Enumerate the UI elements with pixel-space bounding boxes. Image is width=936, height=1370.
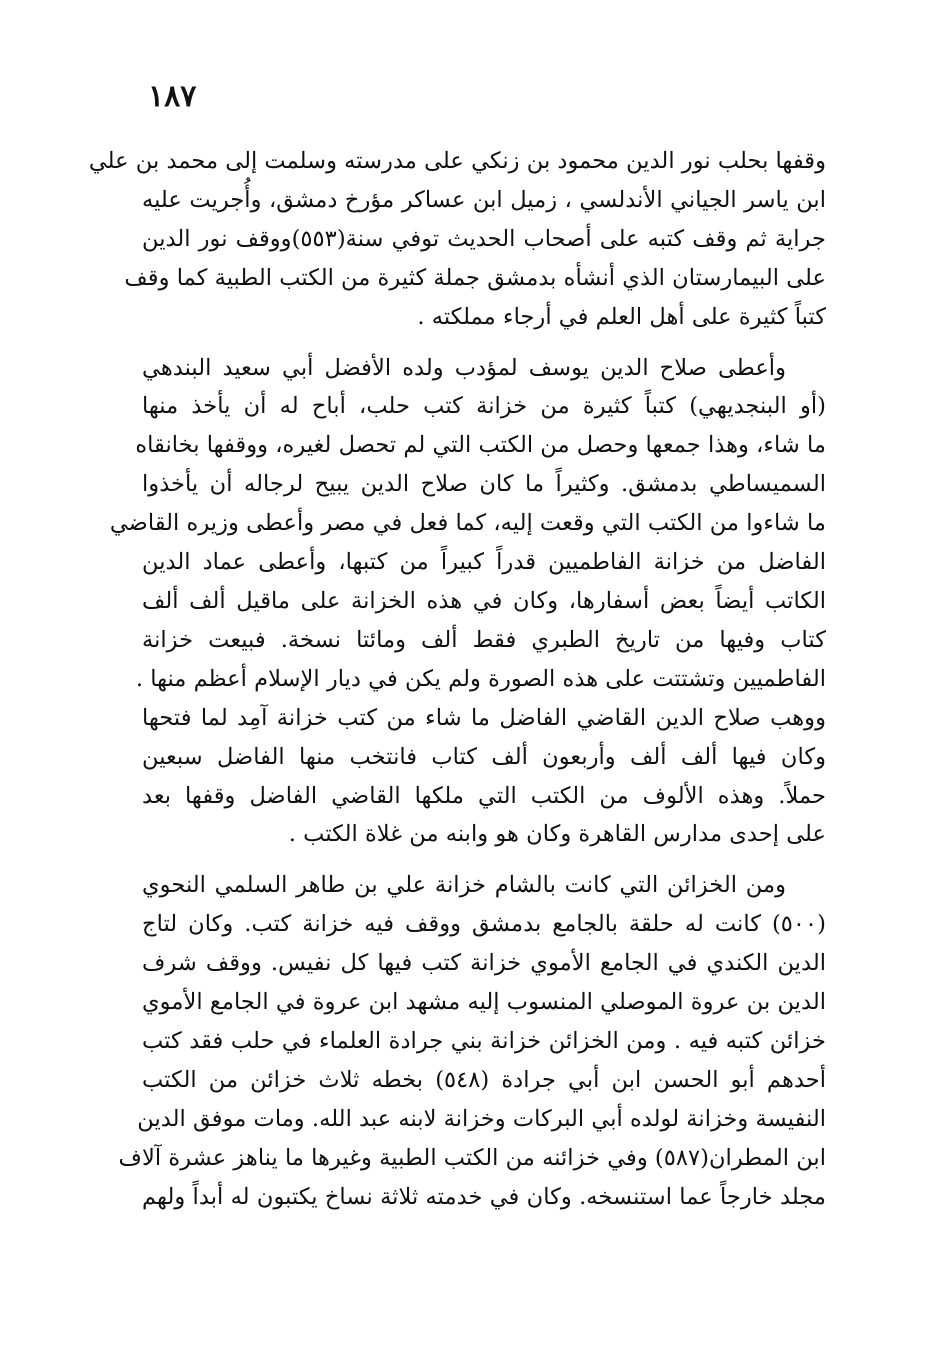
text-line: الدين بن عروة الموصلي المنسوب إليه مشهد ابن عروة في الجامع الأموي: [142, 989, 826, 1016]
paragraph-2: [109, 349, 826, 855]
text-line: ما شاءوا من الكتب التي وقعت إليه، كما فعل في مصر وأعطى وزيره القاضي: [109, 510, 826, 537]
text-line: على البيمارستان الذي أنشأه بدمشق جملة كثيرة من الكتب الطبية كما وقف: [124, 264, 826, 291]
page-number: ١٨٧: [148, 79, 197, 114]
text-line: (أو البنجديهي) كتباً كثيرة من خزانة كتب حلب، أباح له أن يأخذ منها: [142, 393, 826, 420]
text-line: وقفها بحلب نور الدين محمود بن زنكي على مدرسته وسلمت إلى محمد بن علي: [88, 148, 826, 174]
text-line: على إحدى مدارس القاهرة وكان هو وابنه من غلاة الكتب .: [288, 821, 826, 848]
text-line: ومن الخزائن التي كانت بالشام خزانة علي بن طاهر السلمي النحوي: [142, 872, 786, 899]
text-line: أحدهم أبو الحسن ابن أبي جرادة (٥٤٨) بخطه ثلاث خزائن من الكتب: [142, 1066, 826, 1093]
text-line: كتاب وفيها من تاريخ الطبري فقط ألف ومائتا نسخة. فبيعت خزانة: [142, 626, 826, 653]
text-line: ابن ياسر الجياني الأندلسي ، زميل ابن عساكر مؤرخ دمشق، وأُجريت عليه: [142, 186, 826, 213]
paragraph-1: [88, 142, 826, 337]
text-line: الدين الكندي في الجامع الأموي خزانة كتب فيها كل نفيس. ووقف شرف: [142, 950, 826, 977]
text-line: ووهب صلاح الدين القاضي الفاضل ما شاء من كتب خزانة آمِد لما فتحها: [142, 704, 826, 731]
text-line: كتباً كثيرة على أهل العلم في أرجاء مملكته .: [417, 303, 826, 330]
text-line: خزائن كتبه فيه . ومن الخزائن خزانة بني جرادة العلماء في حلب فقد كتب: [142, 1027, 826, 1054]
body-text: [88, 142, 826, 1216]
text-line: ابن المطران(٥٨٧) وفي خزائنه من الكتب الطبية وغيرها ما يناهز عشرة آلاف: [118, 1144, 826, 1171]
text-line: مجلد خارجاً عما استنسخه. وكان في خدمته ثلاثة نساخ يكتبون له أبداً ولهم: [142, 1183, 826, 1210]
text-line: النفيسة وخزانة لولده أبي البركات وخزانة لابنه عبد الله. ومات موفق الدين: [137, 1105, 826, 1132]
text-line: وأعطى صلاح الدين يوسف لمؤدب ولده الأفضل أبي سعيد البندهي: [142, 354, 786, 381]
text-line: الفاطميين وتشتتت على هذه الصورة ولم يكن في ديار الإسلام أعظم منها .: [135, 665, 826, 692]
text-line: (٥٠٠) كانت له حلقة بالجامع بدمشق ووقف فيه خزانة كتب. وكان لتاج: [142, 911, 826, 938]
text-line: وكان فيها ألف ألف وأربعون ألف كتاب فانتخب منها الفاضل سبعين: [142, 743, 826, 770]
paragraph-3: [118, 866, 826, 1216]
text-line: حملاً. وهذه الألوف من الكتب التي ملكها القاضي الفاضل وقفها بعد: [142, 782, 826, 809]
text-line: جراية ثم وقف كتبه على أصحاب الحديث توفي سنة(٥٥٣)ووقف نور الدين: [142, 225, 826, 252]
text-line: الفاضل من خزانة الفاطميين قدراً كبيراً من كتبها، وأعطى عماد الدين: [142, 549, 826, 576]
text-line: السميساطي بدمشق. وكثيراً ما كان صلاح الدين يبيح لرجاله أن يأخذوا: [142, 471, 826, 498]
text-line: الكاتب أيضاً بعض أسفارها، وكان في هذه الخزانة على ماقيل ألف ألف: [142, 587, 826, 614]
text-line: ما شاء، وهذا جمعها وحصل من الكتب التي لم تحصل لغيره، ووقفها بخانقاه: [135, 432, 826, 459]
